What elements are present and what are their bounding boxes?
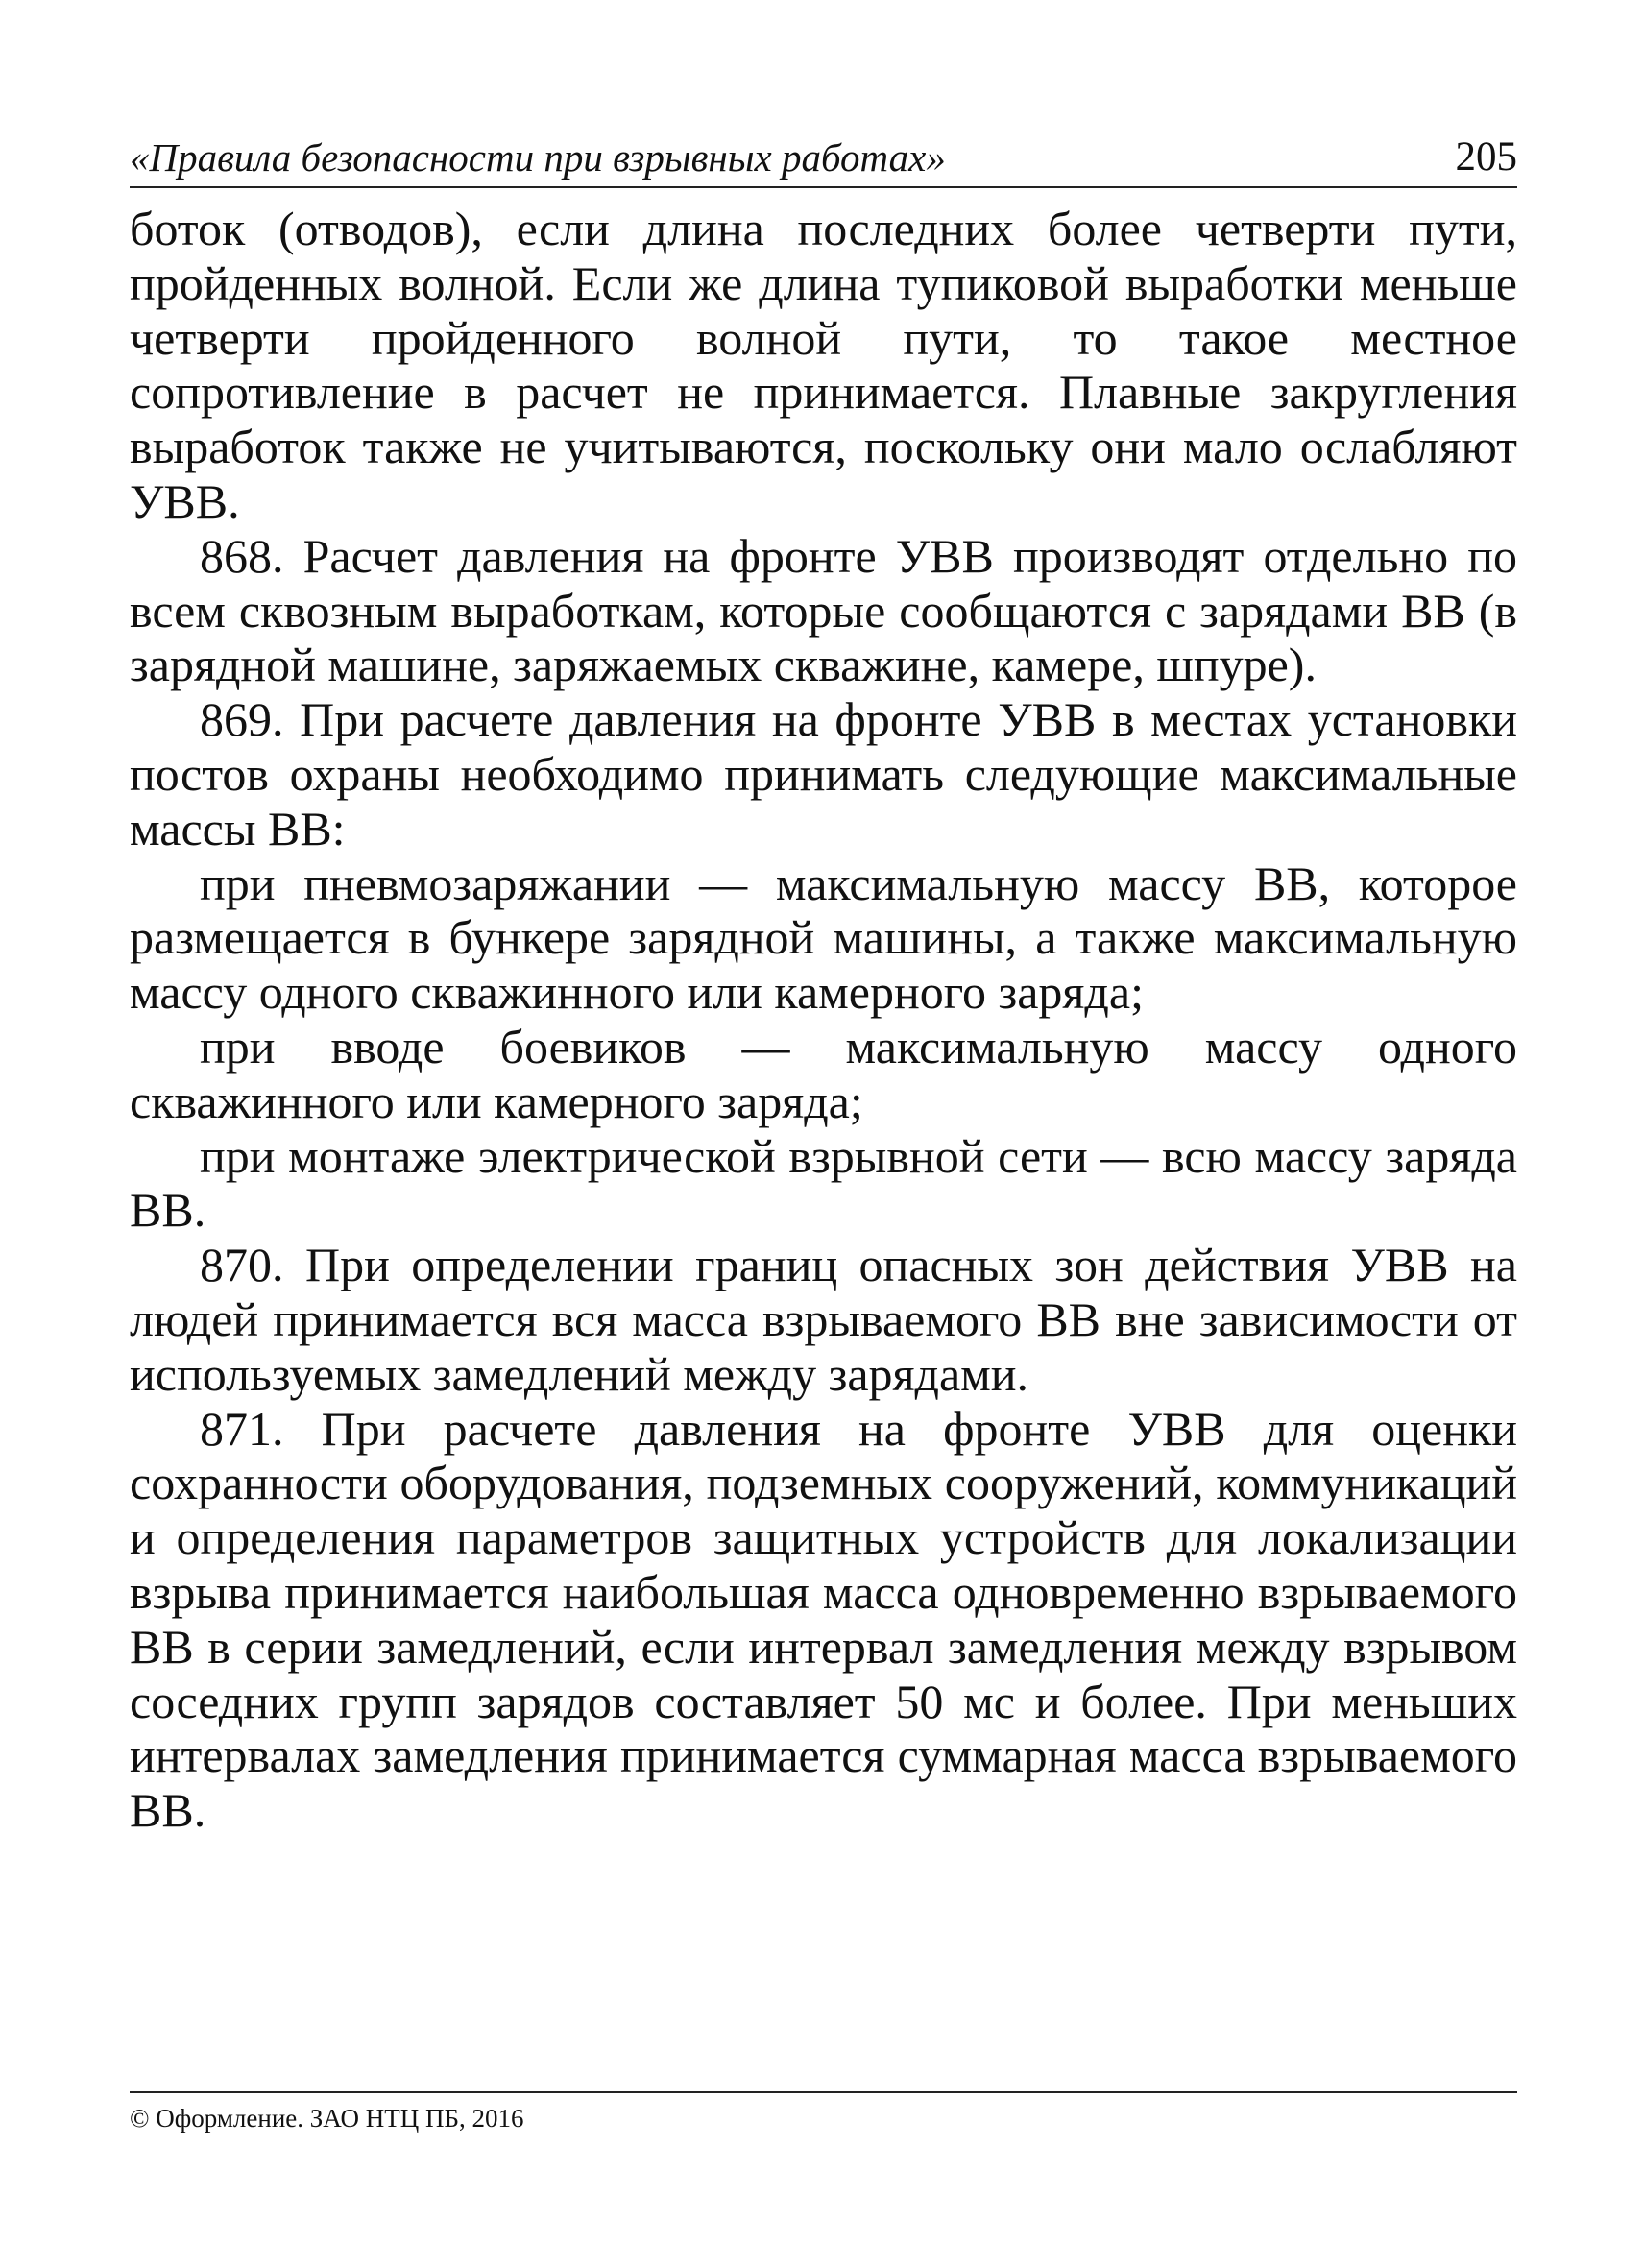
list-item-pneumatic-loading: при пневмозаряжании — максимальную массу ВВ, которое размещается в бункере зарядной машины, а также максимальную массу одного скважинного или камерного заряда; <box>130 856 1517 1020</box>
list-item-electric-network: при монтаже электрической взрывной сети — всю массу заряда ВВ. <box>130 1128 1517 1238</box>
paragraph-869: 869. При расчете давления на фронте УВВ в местах установки постов охраны необходимо принимать следующие максимальные массы ВВ: <box>130 692 1517 856</box>
paragraph-868: 868. Расчет давления на фронте УВВ производят отдельно по всем сквозным выработкам, которые сообщаются с зарядами ВВ (в зарядной машине, заряжаемых скважине, камере, шпуре). <box>130 528 1517 692</box>
paragraph-continuation: боток (отводов), если длина последних более четверти пути, пройденных волной. Если же длина тупиковой выработки меньше четверти пройденного волной пути, то такое местное сопротивление в расчет не принимается. Плавные закругления выработок также не учитываются, поскольку они мало ослабляют УВВ. <box>130 202 1517 528</box>
paragraph-871: 871. При расчете давления на фронте УВВ для оценки сохранности оборудования, подземных сооружений, коммуникаций и определения параметров защитных устройств для локализации взрыва принимается наибольшая масса одновременно взрываемого ВВ в серии замедлений, если интервал замедления между взрывом соседних групп зарядов составляет 50 мс и более. При меньших интервалах замедления принимается суммарная масса взрываемого ВВ. <box>130 1401 1517 1838</box>
copyright-notice: © Оформление. ЗАО НТЦ ПБ, 2016 <box>130 2104 524 2133</box>
list-item-primer-insertion: при вводе боевиков — максимальную массу одного скважинного или камерного заряда; <box>130 1019 1517 1128</box>
paragraph-870: 870. При определении границ опасных зон действия УВВ на людей принимается вся масса взрываемого ВВ вне зависимости от используемых замедлений между зарядами. <box>130 1238 1517 1401</box>
footer <box>130 2091 1517 2135</box>
page-number: 205 <box>1455 134 1517 180</box>
body-text <box>130 202 1517 1838</box>
running-title: «Правила безопасности при взрывных работах» <box>130 135 946 180</box>
running-header <box>130 133 1517 188</box>
